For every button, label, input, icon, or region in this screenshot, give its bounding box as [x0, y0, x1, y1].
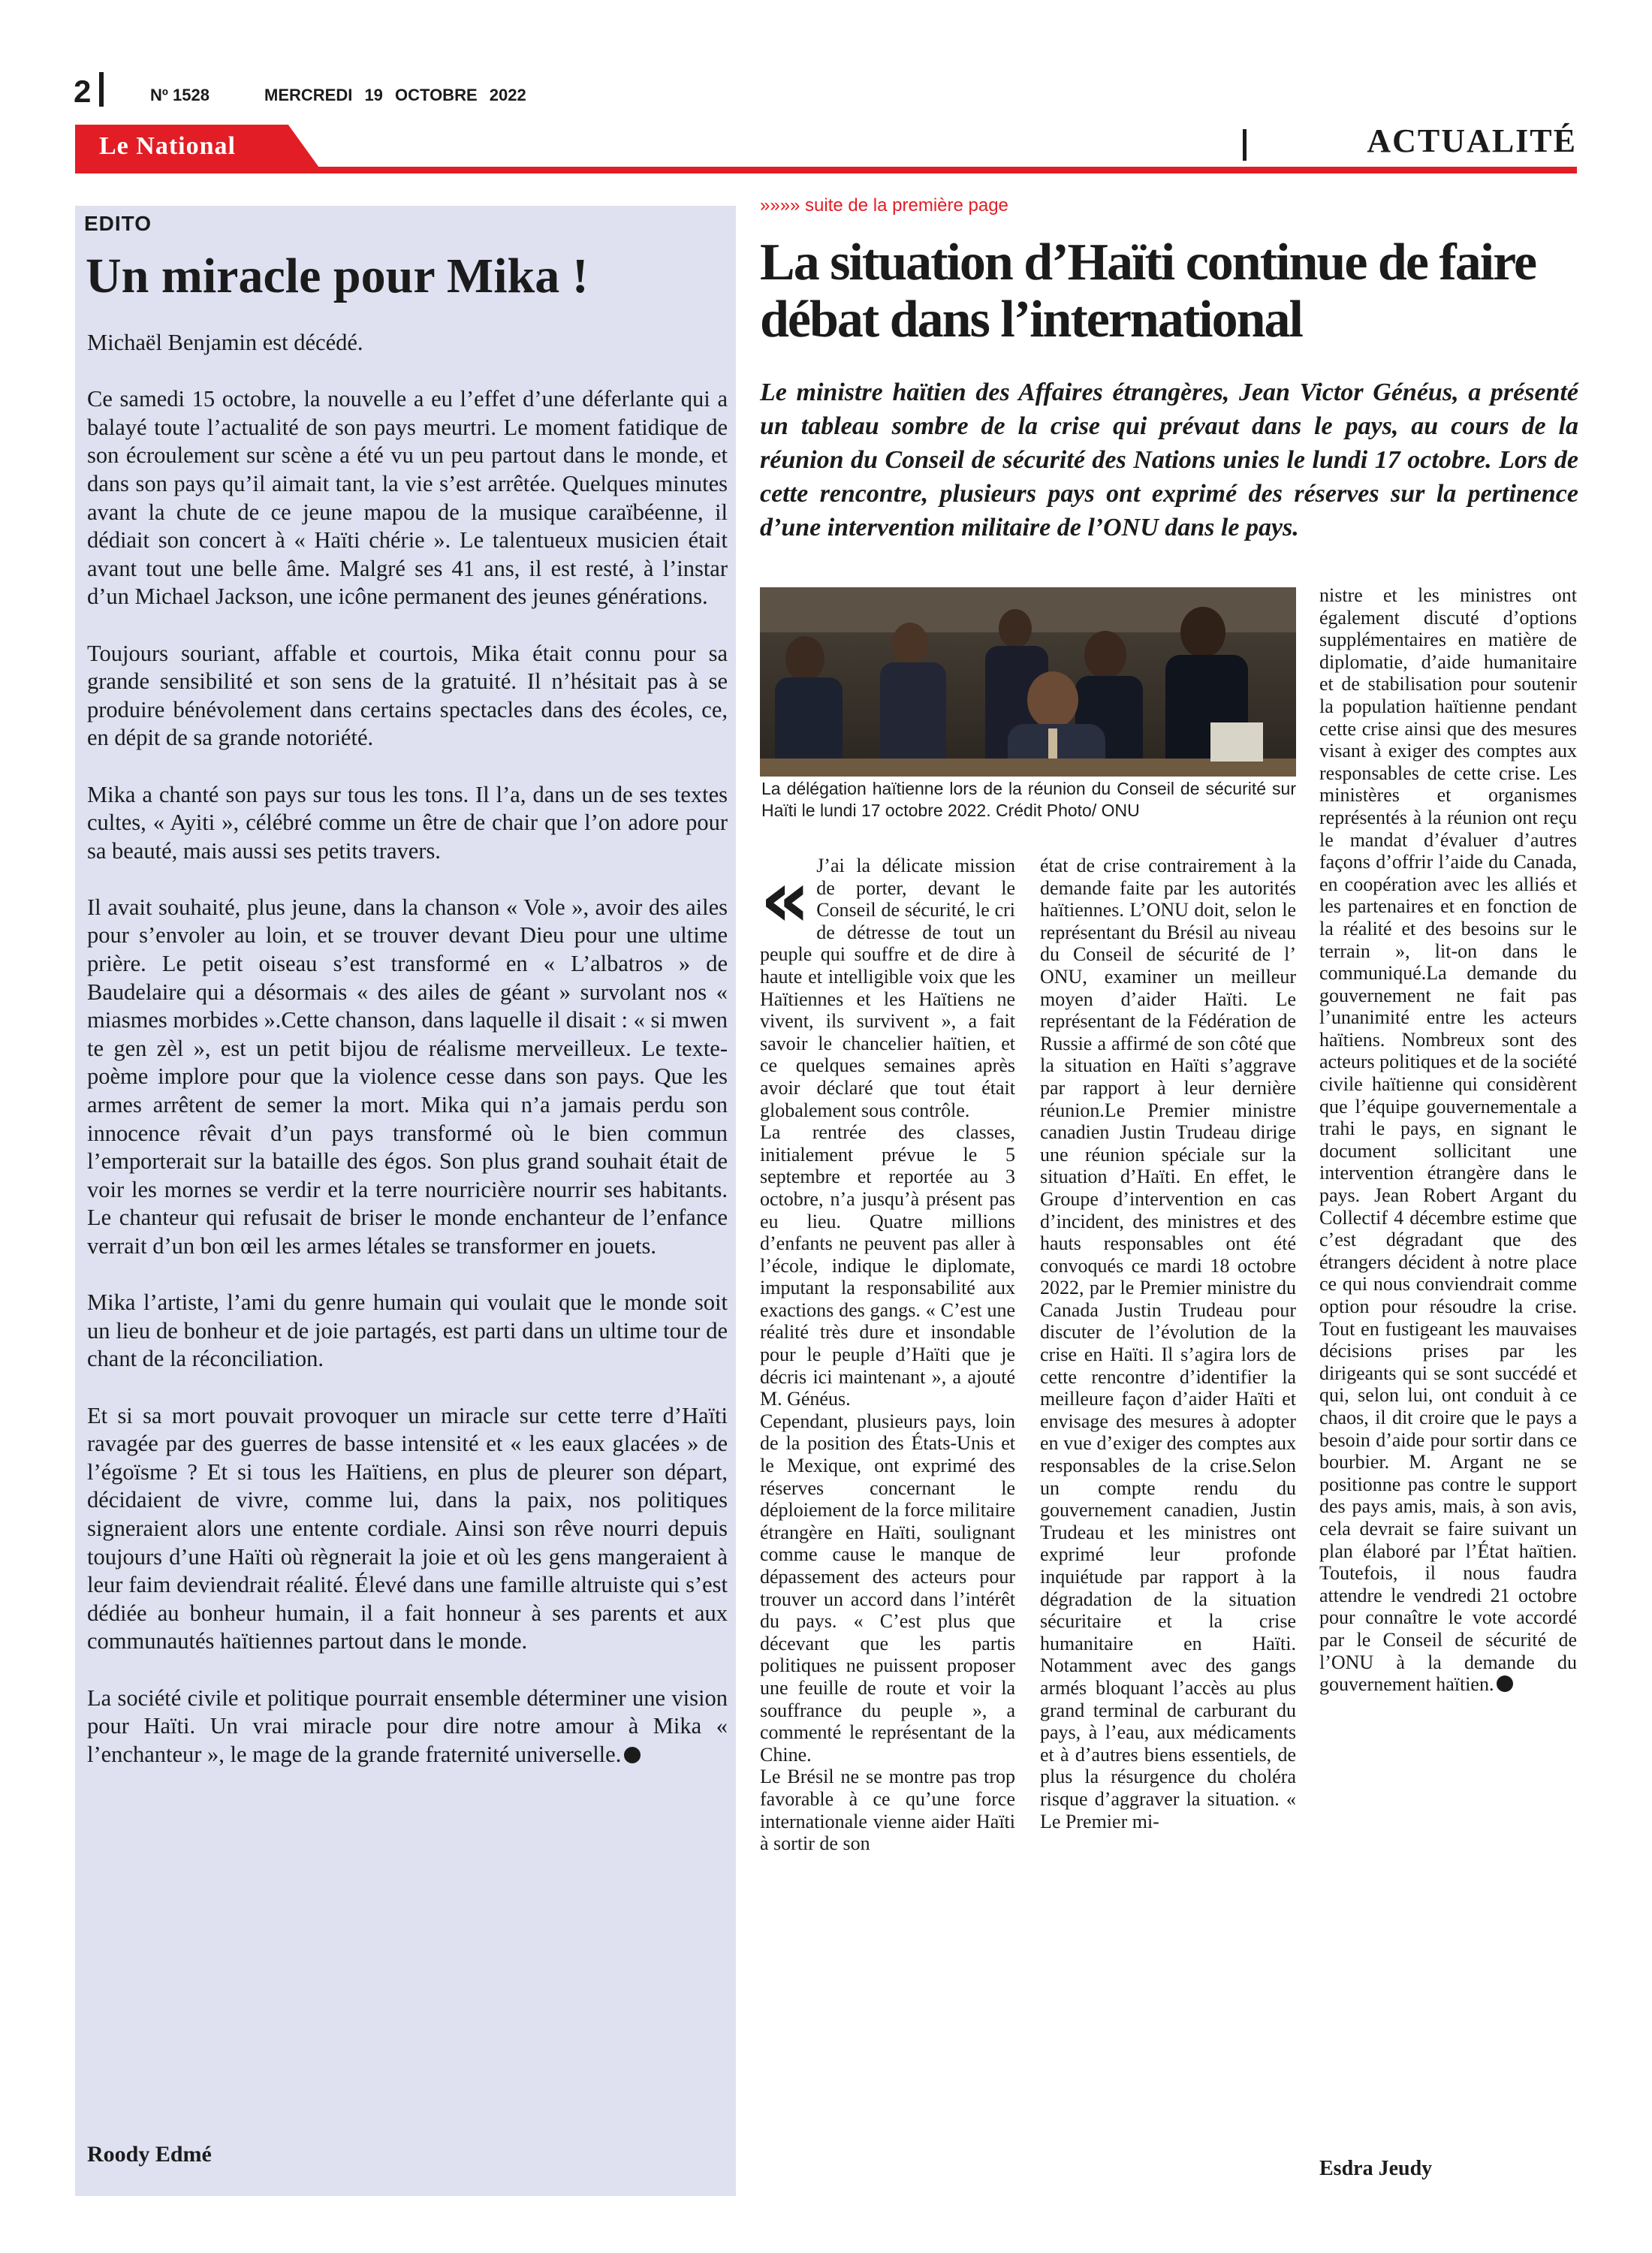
brand-label: Le National	[99, 132, 236, 160]
article-paragraph-text: nistre et les ministres ont également discuté d’options supplémentaires en matière de diplomatie, d’aide humanitaire et de stabilisation pour soutenir la population haïtienne pendant cette crise ainsi que des mesures visant à exiger des comptes aux responsables de cette crise. Les ministères et organismes représentés à la réunion ont reçu le mandat d’évaluer d’autres façons d’offrir l’aide du Canada, en coopération avec les alliés et les partenaires et en fonction de la réalité et des besoins sur le terrain », lit-on dans le communiqué.La demande du gouvernement ne fait pas l’unanimité entre les acteurs haïtiens. Nombreux sont des acteurs politiques et de la société civile haïtienne qui considèrent que l’équipe gouvernementale a trahi le pays, en signant le document sollicitant une intervention étrangère dans le pays. Jean Robert Argant du Collectif 4 décembre estime que c’est dégradant que des étrangers décident à notre place ce qui nous conviendrait comme option pour résoudre la crise. Tout en fustigeant les mauvaises décisions prises par les dirigeants qui se sont succédé et qui, selon lui, ont conduit à ce chaos, il dit croire que le pays a besoin d’aide pour sortir dans ce bourbier. M. Argant ne se positionne pas contre le support des pays amis, mais, à son avis, cela devrait se faire suivant un plan élaboré par l’État haïtien. Toutefois, il nous faudra attendre le vendredi 21 octobre pour connaître le vote accordé par le Conseil de sécurité de l’ONU à la demande du gouvernement haïtien.	[1319, 584, 1577, 1696]
page-number: 2	[74, 74, 92, 109]
edito-author: Roody Edmé	[87, 2142, 212, 2167]
edito-title: Un miracle pour Mika !	[86, 249, 589, 303]
article-paragraph: Le Brésil ne se montre pas trop favorable à ce qu’une force internationale vienne aider Haïti à sortir de son	[760, 1766, 1015, 1855]
edito-paragraph: Mika l’artiste, l’ami du genre humain qui voulait que le monde soit un lieu de bonheur et de joie partagés, est parti dans un ultime tour de chant de la réconciliation.	[87, 1289, 728, 1372]
edito-paragraph: Et si sa mort pouvait provoquer un miracle sur cette terre d’Haïti ravagée par des guerres de basse intensité et « les eaux glacées » de l’égoïsme ? Et si tous les Haïtiens, en plus de pleurer son départ, décidaient de vivre, comme lui, dans la paix, nos politiques signeraient alors une entente cordiale. Ainsi son rêve nourri depuis toujours d’une Haïti où règnerait la joie et où les gens mangeraient à leur faim deviendrait réalité. Élevé dans une famille altruiste qui s’est dédiée au bonheur humain, il a fait honneur à ses parents et aux communautés haïtiennes partout dans le monde.	[87, 1402, 728, 1654]
edito-paragraph: Michaël Benjamin est décédé.	[87, 330, 363, 355]
end-mark-icon	[1497, 1675, 1513, 1692]
edito-label: EDITO	[84, 212, 152, 235]
article-paragraph: J’ai la délicate mission de porter, devant le Conseil de sécurité, le cri de détresse de tout un peuple qui souffre et de dire à haute et intelligible voix que les Haïtiennes et les Haïtiens ne vivent, ils survivent », a fait savoir le chancelier haïtien, et ce quelques semaines après avoir déclaré que tout était globalement sous contrôle.	[760, 855, 1015, 1121]
issue-date: MERCREDI 19 OCTOBRE 2022	[264, 86, 526, 104]
delegation-photo-illustration	[760, 587, 1296, 777]
quote-mark-icon: «	[760, 853, 811, 945]
continued-kicker: »»»» suite de la première page	[760, 195, 1008, 216]
article-paragraph: état de crise contrairement à la demande faite par les autorités haïtiennes. L’ONU doit, selon le représentant du Brésil au niveau du Conseil de sécurité de l’ ONU, examiner un meilleur moyen d’aider Haïti. Le représentant de la Fédération de Russie a affirmé de son côté que la situation en Haïti s’aggrave par rapport à leur dernière réunion.Le Premier ministre canadien Justin Trudeau dirige une réunion spéciale sur la situation d’Haïti. En effet, le Groupe d’intervention en cas d’incident, des ministres et des hauts responsables ont été convoqués ce mardi 18 octobre 2022, par le Premier ministre du Canada Justin Trudeau pour discuter de l’évolution de la crise en Haïti. Il s’agira lors de cette rencontre d’identifier la meilleure façon d’aider Haïti et envisage des mesures à adopter en vue d’exiger des comptes aux responsables de la crise.Selon un compte rendu du gouvernement canadien, Justin Trudeau et les ministres ont exprimé leur profonde inquiétude par rapport à la dégradation de la situation sécuritaire et la crise humanitaire en Haïti. Notamment avec des gangs armés bloquant l’accès au plus grand terminal de carburant du pays, à l’eau, aux médicaments et à d’autres biens essentiels, de plus la résurgence du choléra risque d’aggraver la situation. « Le Premier mi-	[1040, 855, 1296, 1832]
article-author: Esdra Jeudy	[1319, 2157, 1433, 2180]
edito-paragraph: Il avait souhaité, plus jeune, dans la chanson « Vole », avoir des ailes pour s’envoler au loin, et se trouver devant Dieu pour une ultime prière. Le petit oiseau s’est transformé en « L’albatros » de Baudelaire qui a désormais « des ailes de géant » survolant nos « miasmes morbides ».Cette chanson, dans laquelle il disait : « si mwen te gen zèl », est un petit bijou de réalisme merveilleux. Le texte-poème implore pour que la violence cesse dans son pays. Que les armes arrêtent de semer la mort. Mika qui n’a jamais perdu son innocence rêvait d’un pays transformé où le bien commun l’emporterait sur la bataille des égos. Son plus grand souhait était de voir les mornes se verdir et la terre nourricière nourrir ses habitants. Le chanteur qui refusait de briser le monde enchanteur de l’enfance verrait d’un bon œil les armes létales se transformer en jouets.	[87, 894, 728, 1259]
edito-paragraph: Ce samedi 15 octobre, la nouvelle a eu l’effet d’une déferlante qui a balayé toute l’actualité de son pays meurtri. Le moment fatidique de son écroulement sur scène a été vu un peu partout dans le monde, et dans son pays qu’il aimait tant, la vie s’est arrêtée. Quelques minutes avant la chute de ce jeune mapou de la musique caraïbéenne, il dédiait son concert à « Haïti chérie ». Le talentueux musicien était avant tout une belle âme. Malgré ses 41 ans, il est resté, à l’instar d’un Michael Jackson, une icône permanent des jeunes générations.	[87, 386, 728, 610]
end-mark-icon	[624, 1747, 641, 1763]
edito-body	[87, 329, 728, 1797]
article-column-1	[760, 855, 1015, 1855]
article-paragraph: Cependant, plusieurs pays, loin de la position des États-Unis et le Mexique, ont exprimé des réserves concernant le déploiement de la force militaire étrangère en Haïti, soulignant comme cause le manque de dépassement des acteurs pour trouver un accord dans l’intérêt du pays. « C’est plus que décevant que les partis politiques ne puissent proposer une feuille de route et voir la souffrance du peuple », a commenté le représentant de la Chine.	[760, 1410, 1015, 1766]
article-lede: Le ministre haïtien des Affaires étrangères, Jean Victor Généus, a présenté un tableau sombre de la crise qui prévaut dans le pays, au cours de la réunion du Conseil de sécurité des Nations unies le lundi 17 octobre. Lors de cette rencontre, plusieurs pays ont exprimé des réserves sur la pertinence d’une intervention militaire de l’ONU dans le pays.	[760, 379, 1578, 541]
article-column-2	[1040, 855, 1296, 1832]
issue-number: Nº 1528	[150, 86, 210, 104]
article-paragraph-last	[1319, 584, 1577, 1696]
article-column-3	[1319, 584, 1577, 1696]
page-number-divider	[99, 72, 104, 107]
edito-paragraph: Toujours souriant, affable et courtois, Mika était connu pour sa grande sensibilité et son sens de la gratuité. Il n’hésitait pas à se produire bénévolement dans certains spectacles dans des écoles, ce, en dépit de sa grande notoriété.	[87, 640, 728, 751]
edito-paragraph-text: La société civile et politique pourrait ensemble déterminer une vision pour Haïti. Un vrai miracle pour dire notre amour à Mika « l’enchanteur », le mage de la grande fraternité universelle.	[87, 1684, 728, 1767]
article-headline: La situation d’Haïti continue de faire débat dans l’international	[760, 234, 1536, 348]
section-title: ACTUALITÉ	[1367, 122, 1577, 159]
photo-caption: La délégation haïtienne lors de la réunion du Conseil de sécurité sur Haïti le lundi 17 octobre 2022. Crédit Photo/ ONU	[761, 779, 1296, 820]
edito-paragraph-last	[87, 1684, 728, 1769]
article-paragraph: La rentrée des classes, initialement prévue le 5 septembre et reportée au 3 octobre, n’a jusqu’à présent pas eu lieu. Quatre millions d’enfants ne peuvent pas aller à l’école, indique le diplomate, imputant la responsabilité aux exactions des gangs. « C’est une réalité très dure et insondable pour le peuple d’Haïti que je décris ici maintenant », a ajouté M. Généus.	[760, 1121, 1015, 1410]
article-photo	[760, 587, 1296, 777]
edito-paragraph: Mika a chanté son pays sur tous les tons. Il l’a, dans un de ses textes cultes, « Ayiti », célébré comme un être de chair que l’on adore pour sa beauté, mais aussi ses petits travers.	[87, 781, 728, 864]
section-divider	[1243, 129, 1247, 161]
